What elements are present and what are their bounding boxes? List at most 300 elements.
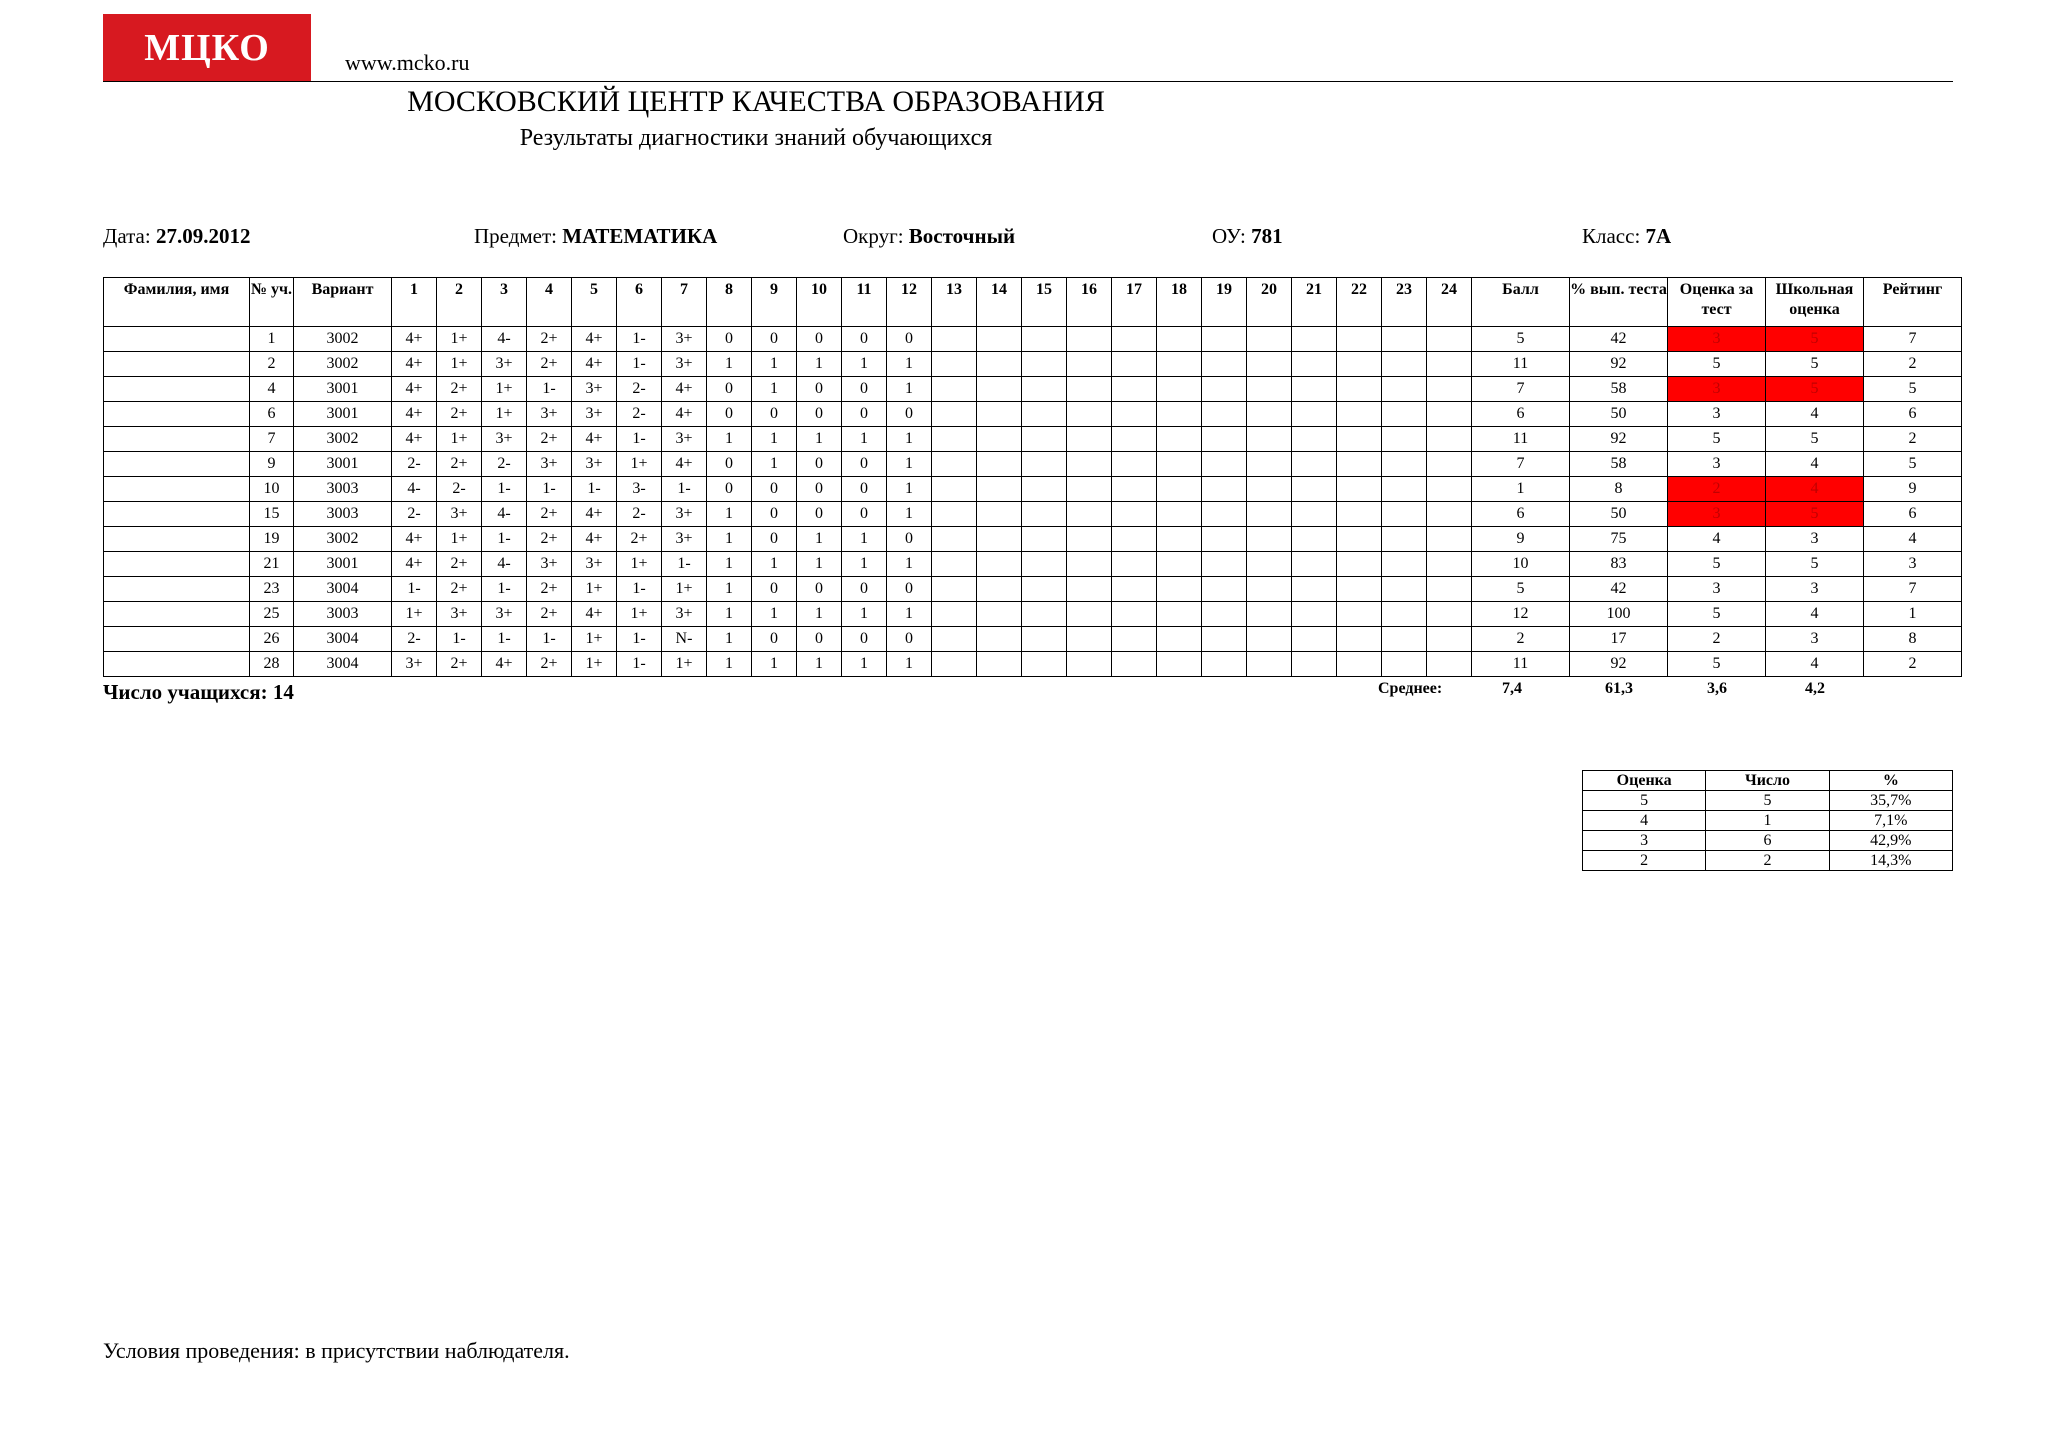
distribution-row (1583, 811, 1953, 831)
meta-date-value: 27.09.2012 (155, 224, 251, 248)
task-result-cell: 1- (392, 577, 437, 602)
task-result-cell (1022, 477, 1067, 502)
task-result-cell (1247, 402, 1292, 427)
variant-cell: 3001 (294, 402, 392, 427)
variant-cell: 3003 (294, 477, 392, 502)
task-result-cell (1382, 452, 1427, 477)
task-result-cell: 1 (887, 552, 932, 577)
percent-cell: 50 (1570, 502, 1668, 527)
task-result-cell (1067, 427, 1112, 452)
task-result-cell (1292, 352, 1337, 377)
task-result-cell (932, 627, 977, 652)
rating-cell: 5 (1864, 377, 1962, 402)
task-result-cell (1427, 452, 1472, 477)
student-number-cell: 6 (250, 402, 294, 427)
task-result-cell: 0 (797, 502, 842, 527)
task-result-cell (1427, 352, 1472, 377)
task-result-cell: 0 (752, 327, 797, 352)
task-result-cell: 1 (752, 602, 797, 627)
percent-cell: 58 (1570, 452, 1668, 477)
percent-cell: 8 (1570, 477, 1668, 502)
meta-class-value: 7А (1645, 224, 1672, 248)
score-cell: 12 (1472, 602, 1570, 627)
score-cell: 1 (1472, 477, 1570, 502)
task-result-cell: 3+ (662, 327, 707, 352)
student-number-cell: 1 (250, 327, 294, 352)
task-result-cell: 4- (482, 502, 527, 527)
column-header: 21 (1292, 278, 1337, 327)
task-result-cell: 0 (797, 402, 842, 427)
task-result-cell (1157, 377, 1202, 402)
student-name-cell (104, 527, 250, 552)
task-result-cell: 1+ (437, 327, 482, 352)
average-label: Среднее: (1378, 680, 1443, 697)
percent-cell: 58 (1570, 377, 1668, 402)
distribution-cell: 42,9% (1829, 831, 1952, 851)
task-result-cell (1427, 627, 1472, 652)
column-header: 20 (1247, 278, 1292, 327)
distribution-cell: 2 (1706, 851, 1829, 871)
column-header: 13 (932, 278, 977, 327)
variant-cell: 3002 (294, 427, 392, 452)
task-result-cell: N- (662, 627, 707, 652)
distribution-cell: 5 (1706, 791, 1829, 811)
column-header: 15 (1022, 278, 1067, 327)
score-cell: 11 (1472, 652, 1570, 677)
task-result-cell (1337, 402, 1382, 427)
task-result-cell (1337, 577, 1382, 602)
test-grade-cell: 5 (1668, 352, 1766, 377)
task-result-cell: 1 (797, 352, 842, 377)
task-result-cell (1112, 402, 1157, 427)
task-result-cell (1292, 477, 1337, 502)
school-grade-cell: 5 (1766, 377, 1864, 402)
column-header: 1 (392, 278, 437, 327)
task-result-cell: 1+ (437, 527, 482, 552)
task-result-cell (1247, 577, 1292, 602)
task-result-cell (1427, 502, 1472, 527)
task-result-cell (977, 602, 1022, 627)
test-grade-cell: 3 (1668, 402, 1766, 427)
task-result-cell (1247, 627, 1292, 652)
school-grade-cell: 5 (1766, 502, 1864, 527)
task-result-cell: 0 (707, 452, 752, 477)
task-result-cell: 0 (752, 627, 797, 652)
task-result-cell: 1 (887, 502, 932, 527)
task-result-cell: 2+ (437, 402, 482, 427)
task-result-cell (1067, 452, 1112, 477)
task-result-cell: 4+ (392, 427, 437, 452)
score-cell: 7 (1472, 452, 1570, 477)
task-result-cell: 4+ (392, 552, 437, 577)
task-result-cell (1112, 452, 1157, 477)
task-result-cell (1382, 427, 1427, 452)
distribution-cell: 2 (1583, 851, 1706, 871)
meta-class-label: Класс: (1582, 224, 1641, 248)
column-header: 12 (887, 278, 932, 327)
task-result-cell: 4+ (572, 352, 617, 377)
task-result-cell (1337, 477, 1382, 502)
task-result-cell: 2- (392, 452, 437, 477)
task-result-cell (1067, 477, 1112, 502)
task-result-cell (1292, 327, 1337, 352)
task-result-cell: 1- (437, 627, 482, 652)
task-result-cell: 4- (392, 477, 437, 502)
column-header: 23 (1382, 278, 1427, 327)
student-number-cell: 26 (250, 627, 294, 652)
task-result-cell: 1 (707, 602, 752, 627)
task-result-cell (1247, 427, 1292, 452)
task-result-cell: 0 (887, 527, 932, 552)
test-grade-cell: 2 (1668, 627, 1766, 652)
task-result-cell: 0 (887, 402, 932, 427)
task-result-cell: 1 (707, 627, 752, 652)
task-result-cell: 4- (482, 327, 527, 352)
task-result-cell (1067, 377, 1112, 402)
task-result-cell: 3+ (527, 552, 572, 577)
school-grade-cell: 3 (1766, 527, 1864, 552)
student-name-cell (104, 602, 250, 627)
task-result-cell (1067, 327, 1112, 352)
task-result-cell: 0 (842, 327, 887, 352)
task-result-cell (1337, 602, 1382, 627)
task-result-cell: 2+ (527, 577, 572, 602)
task-result-cell (932, 602, 977, 627)
task-result-cell (1247, 502, 1292, 527)
task-result-cell (932, 527, 977, 552)
task-result-cell: 0 (842, 502, 887, 527)
task-result-cell: 0 (797, 627, 842, 652)
score-cell: 6 (1472, 502, 1570, 527)
percent-cell: 75 (1570, 527, 1668, 552)
task-result-cell: 4+ (662, 402, 707, 427)
school-grade-cell: 4 (1766, 477, 1864, 502)
column-header: Вариант (294, 278, 392, 327)
task-result-cell (1337, 527, 1382, 552)
meta-district-value: Восточный (908, 224, 1016, 248)
task-result-cell (1292, 452, 1337, 477)
task-result-cell: 2- (437, 477, 482, 502)
task-result-cell (1157, 452, 1202, 477)
school-grade-cell: 3 (1766, 577, 1864, 602)
task-result-cell (977, 527, 1022, 552)
table-row (104, 377, 1962, 402)
task-result-cell (1382, 577, 1427, 602)
task-result-cell (1157, 477, 1202, 502)
table-row (104, 627, 1962, 652)
test-grade-cell: 4 (1668, 527, 1766, 552)
task-result-cell: 1- (617, 352, 662, 377)
task-result-cell: 0 (842, 627, 887, 652)
task-result-cell (1247, 452, 1292, 477)
task-result-cell: 1- (662, 477, 707, 502)
task-result-cell (1067, 502, 1112, 527)
score-cell: 5 (1472, 327, 1570, 352)
task-result-cell: 2+ (437, 377, 482, 402)
task-result-cell: 0 (707, 402, 752, 427)
student-number-cell: 10 (250, 477, 294, 502)
test-grade-cell: 3 (1668, 327, 1766, 352)
task-result-cell (1022, 327, 1067, 352)
task-result-cell (932, 577, 977, 602)
site-url[interactable]: www.mcko.ru (345, 50, 470, 75)
task-result-cell: 1- (617, 577, 662, 602)
test-grade-cell: 3 (1668, 452, 1766, 477)
score-cell: 7 (1472, 377, 1570, 402)
task-result-cell: 1 (707, 352, 752, 377)
variant-cell: 3001 (294, 377, 392, 402)
variant-cell: 3003 (294, 602, 392, 627)
task-result-cell: 0 (842, 377, 887, 402)
task-result-cell: 2- (482, 452, 527, 477)
task-result-cell (1337, 652, 1382, 677)
task-result-cell (1247, 552, 1292, 577)
column-header: 5 (572, 278, 617, 327)
task-result-cell: 3+ (527, 452, 572, 477)
variant-cell: 3002 (294, 352, 392, 377)
table-row (104, 552, 1962, 577)
table-row (104, 652, 1962, 677)
column-header: 17 (1112, 278, 1157, 327)
task-result-cell (1157, 577, 1202, 602)
distribution-cell: 6 (1706, 831, 1829, 851)
task-result-cell: 1 (842, 602, 887, 627)
task-result-cell (1022, 352, 1067, 377)
task-result-cell (977, 477, 1022, 502)
task-result-cell (1202, 477, 1247, 502)
percent-cell: 92 (1570, 352, 1668, 377)
task-result-cell (1022, 527, 1067, 552)
task-result-cell: 1- (527, 627, 572, 652)
variant-cell: 3001 (294, 552, 392, 577)
average-percent: 61,3 (1605, 680, 1633, 697)
column-header: 11 (842, 278, 887, 327)
task-result-cell (1292, 652, 1337, 677)
task-result-cell (977, 402, 1022, 427)
task-result-cell: 1+ (482, 377, 527, 402)
task-result-cell (932, 327, 977, 352)
average-school-grade: 4,2 (1805, 680, 1825, 697)
percent-cell: 92 (1570, 427, 1668, 452)
task-result-cell (1202, 552, 1247, 577)
test-grade-cell: 5 (1668, 652, 1766, 677)
task-result-cell (1112, 377, 1157, 402)
meta-district (843, 224, 1015, 249)
task-result-cell (1247, 327, 1292, 352)
task-result-cell: 0 (752, 477, 797, 502)
student-number-cell: 2 (250, 352, 294, 377)
task-result-cell (1337, 327, 1382, 352)
task-result-cell: 1 (707, 652, 752, 677)
task-result-cell: 2+ (437, 452, 482, 477)
task-result-cell (1112, 527, 1157, 552)
distribution-row (1583, 791, 1953, 811)
distribution-cell: 1 (1706, 811, 1829, 831)
school-grade-cell: 5 (1766, 352, 1864, 377)
rating-cell: 7 (1864, 577, 1962, 602)
task-result-cell (1427, 527, 1472, 552)
column-header: 8 (707, 278, 752, 327)
task-result-cell (932, 477, 977, 502)
task-result-cell: 1 (707, 552, 752, 577)
task-result-cell (1022, 502, 1067, 527)
task-result-cell (1202, 327, 1247, 352)
column-header: 16 (1067, 278, 1112, 327)
distribution-cell: 14,3% (1829, 851, 1952, 871)
column-header: Рейтинг (1864, 278, 1962, 327)
task-result-cell: 1+ (572, 652, 617, 677)
task-result-cell: 1+ (617, 552, 662, 577)
task-result-cell: 1+ (437, 352, 482, 377)
task-result-cell (1427, 602, 1472, 627)
task-result-cell: 0 (707, 327, 752, 352)
grade-distribution-table (1582, 770, 1953, 871)
task-result-cell (1292, 527, 1337, 552)
task-result-cell (977, 552, 1022, 577)
task-result-cell (1157, 427, 1202, 452)
task-result-cell (1382, 627, 1427, 652)
task-result-cell (1112, 427, 1157, 452)
task-result-cell: 4+ (662, 452, 707, 477)
task-result-cell: 3+ (662, 352, 707, 377)
rating-cell: 1 (1864, 602, 1962, 627)
meta-subject-label: Предмет: (474, 224, 558, 248)
task-result-cell (1292, 577, 1337, 602)
rating-cell: 5 (1864, 452, 1962, 477)
task-result-cell: 4+ (662, 377, 707, 402)
task-result-cell: 1 (707, 527, 752, 552)
task-result-cell (1202, 577, 1247, 602)
school-grade-cell: 5 (1766, 552, 1864, 577)
task-result-cell (1292, 502, 1337, 527)
task-result-cell (1022, 402, 1067, 427)
task-result-cell (1112, 652, 1157, 677)
task-result-cell: 1- (572, 477, 617, 502)
percent-cell: 42 (1570, 577, 1668, 602)
task-result-cell (1427, 552, 1472, 577)
rating-cell: 7 (1864, 327, 1962, 352)
task-result-cell: 1- (617, 627, 662, 652)
task-result-cell: 3+ (482, 352, 527, 377)
task-result-cell (932, 552, 977, 577)
task-result-cell (1427, 652, 1472, 677)
task-result-cell: 1 (752, 427, 797, 452)
task-result-cell (1337, 377, 1382, 402)
task-result-cell: 1 (887, 452, 932, 477)
task-result-cell (1247, 652, 1292, 677)
student-number-cell: 28 (250, 652, 294, 677)
task-result-cell: 4+ (392, 352, 437, 377)
task-result-cell (1292, 552, 1337, 577)
task-result-cell: 3+ (662, 427, 707, 452)
task-result-cell: 0 (752, 502, 797, 527)
task-result-cell: 1+ (572, 577, 617, 602)
percent-cell: 100 (1570, 602, 1668, 627)
score-cell: 11 (1472, 352, 1570, 377)
header-divider (103, 81, 1953, 82)
score-cell: 9 (1472, 527, 1570, 552)
task-result-cell (1022, 552, 1067, 577)
task-result-cell: 3+ (527, 402, 572, 427)
task-result-cell (1202, 377, 1247, 402)
table-row (104, 352, 1962, 377)
task-result-cell (1382, 402, 1427, 427)
task-result-cell (1382, 652, 1427, 677)
task-result-cell (1382, 477, 1427, 502)
student-number-cell: 23 (250, 577, 294, 602)
variant-cell: 3004 (294, 577, 392, 602)
distribution-row (1583, 831, 1953, 851)
distribution-cell: 35,7% (1829, 791, 1952, 811)
distribution-column-header: % (1829, 771, 1952, 791)
task-result-cell: 1 (752, 452, 797, 477)
column-header: 9 (752, 278, 797, 327)
student-name-cell (104, 377, 250, 402)
task-result-cell (1112, 602, 1157, 627)
task-result-cell (1202, 452, 1247, 477)
task-result-cell: 1- (482, 527, 527, 552)
task-result-cell: 1 (797, 602, 842, 627)
column-header: 7 (662, 278, 707, 327)
task-result-cell: 3+ (662, 502, 707, 527)
variant-cell: 3003 (294, 502, 392, 527)
meta-class (1582, 224, 1671, 249)
score-cell: 2 (1472, 627, 1570, 652)
task-result-cell: 1- (527, 377, 572, 402)
column-header: 2 (437, 278, 482, 327)
task-result-cell (1067, 602, 1112, 627)
student-number-cell: 9 (250, 452, 294, 477)
percent-cell: 50 (1570, 402, 1668, 427)
school-grade-cell: 3 (1766, 627, 1864, 652)
test-grade-cell: 5 (1668, 427, 1766, 452)
task-result-cell: 1- (482, 577, 527, 602)
average-score: 7,4 (1502, 680, 1522, 697)
task-result-cell: 0 (797, 477, 842, 502)
task-result-cell: 3+ (662, 527, 707, 552)
task-result-cell (1427, 377, 1472, 402)
column-header: 10 (797, 278, 842, 327)
student-count: Число учащихся: 14 (103, 680, 294, 704)
task-result-cell: 1 (842, 527, 887, 552)
task-result-cell: 1+ (617, 602, 662, 627)
test-grade-cell: 5 (1668, 552, 1766, 577)
task-result-cell (1067, 652, 1112, 677)
average-test-grade: 3,6 (1707, 680, 1727, 697)
task-result-cell (1292, 627, 1337, 652)
task-result-cell (1022, 377, 1067, 402)
task-result-cell (1427, 427, 1472, 452)
task-result-cell (1202, 427, 1247, 452)
column-header: № уч. (250, 278, 294, 327)
task-result-cell: 1 (887, 602, 932, 627)
task-result-cell (1337, 352, 1382, 377)
task-result-cell: 1+ (572, 627, 617, 652)
task-result-cell (977, 377, 1022, 402)
distribution-cell: 4 (1583, 811, 1706, 831)
school-grade-cell: 4 (1766, 602, 1864, 627)
task-result-cell (932, 427, 977, 452)
table-row (104, 452, 1962, 477)
column-header: 18 (1157, 278, 1202, 327)
task-result-cell (1067, 352, 1112, 377)
school-grade-cell: 4 (1766, 402, 1864, 427)
variant-cell: 3002 (294, 527, 392, 552)
task-result-cell: 1 (842, 552, 887, 577)
student-number-cell: 4 (250, 377, 294, 402)
rating-cell: 6 (1864, 502, 1962, 527)
task-result-cell: 4+ (392, 327, 437, 352)
